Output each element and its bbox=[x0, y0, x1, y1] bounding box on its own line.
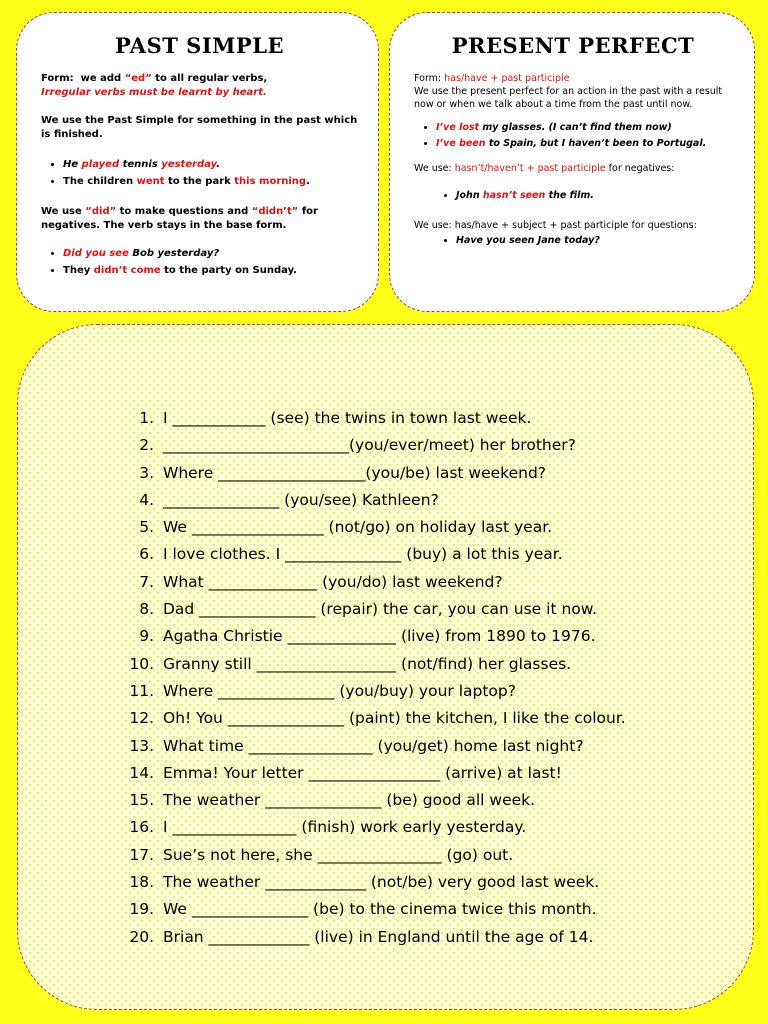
exercise-item bbox=[126, 569, 626, 596]
list-item: • John hasn’t seen the film. bbox=[456, 189, 732, 202]
exercise-sentence: Oh! You _______________ (paint) the kitchen, I like the colour. bbox=[163, 709, 626, 728]
exercise-number: 10. bbox=[129, 654, 154, 673]
exercise-item bbox=[126, 869, 626, 896]
list-item: • He played tennis yesterday. bbox=[63, 158, 358, 172]
past-simple-questions: We use “did” to make questions and “didn’t” for negatives. The verb stays in the base form. bbox=[41, 206, 318, 231]
list-item: • The children went to the park this morning. bbox=[63, 175, 358, 189]
exercise-item bbox=[126, 514, 626, 541]
exercise-sentence: I ____________ (see) the twins in town last week. bbox=[163, 409, 532, 427]
exercise-sentence: Agatha Christie ______________ (live) from 1890 to 1976. bbox=[163, 627, 596, 646]
exercise-sentence: Emma! Your letter _________________ (arrive) at last! bbox=[163, 763, 562, 782]
present-perfect-questions: We use: has/have + subject + past participle for questions: bbox=[414, 220, 697, 231]
exercise-item bbox=[126, 487, 626, 514]
irregular-note: Irregular verbs must be learnt by heart. bbox=[41, 87, 267, 98]
exercise-number: 19. bbox=[129, 900, 154, 919]
list-item: • I’ve been to Spain, but I haven’t been to Portugal. bbox=[436, 137, 732, 150]
exercise-number: 5. bbox=[139, 518, 154, 537]
exercise-number: 1. bbox=[139, 409, 154, 427]
present-perfect-use: We use the present perfect for an action in the past with a result now or when we talk about a time from the past until now. bbox=[414, 86, 723, 110]
exercise-sentence: The weather _____________ (not/be) very good last week. bbox=[163, 873, 600, 892]
present-perfect-title: PRESENT PERFECT bbox=[451, 33, 695, 58]
list-item: • I’ve lost my glasses. (I can’t find them now) bbox=[436, 121, 732, 134]
exercise-sentence: Brian _____________ (live) in England until the age of 14. bbox=[163, 927, 594, 946]
exercise-number: 17. bbox=[129, 845, 154, 864]
exercise-item bbox=[126, 651, 626, 678]
exercise-sentence: Dad _______________ (repair) the car, you can use it now. bbox=[163, 600, 597, 619]
exercise-item bbox=[126, 787, 626, 814]
present-perfect-negatives: We use: hasn’t/haven’t + past participle for negatives: bbox=[414, 163, 675, 174]
exercise-number: 9. bbox=[139, 627, 154, 646]
exercise-sentence: Where _______________ (you/buy) your laptop? bbox=[163, 681, 516, 700]
exercise-item bbox=[126, 678, 626, 705]
exercise-sentence: ________________________(you/ever/meet) her brother? bbox=[163, 436, 576, 455]
exercise-item bbox=[126, 733, 626, 760]
present-perfect-examples bbox=[414, 121, 732, 150]
exercise-item bbox=[126, 924, 626, 951]
past-simple-examples bbox=[41, 158, 358, 189]
exercise-sentence: I love clothes. I _______________ (buy) a lot this year. bbox=[163, 545, 563, 564]
exercise-number: 7. bbox=[139, 572, 154, 591]
exercise-item bbox=[126, 760, 626, 787]
exercise-item bbox=[126, 460, 626, 487]
exercise-number: 16. bbox=[129, 818, 154, 837]
exercise-sentence: I ________________ (finish) work early yesterday. bbox=[163, 818, 527, 837]
exercise-number: 2. bbox=[139, 436, 154, 455]
list-item: • They didn’t come to the party on Sunday. bbox=[63, 264, 358, 278]
exercise-number: 18. bbox=[129, 873, 154, 892]
past-simple-question-examples bbox=[41, 247, 358, 278]
present-perfect-form: Form: has/have + past participle bbox=[414, 73, 570, 84]
exercise-sentence: _______________ (you/see) Kathleen? bbox=[163, 490, 439, 509]
exercise-list bbox=[126, 405, 626, 951]
list-item: • Did you see Bob yesterday? bbox=[63, 247, 358, 261]
exercise-number: 3. bbox=[139, 463, 154, 482]
exercise-number: 8. bbox=[139, 600, 154, 619]
present-perfect-card bbox=[389, 12, 755, 312]
exercise-sentence: Granny still __________________ (not/find) her glasses. bbox=[163, 654, 572, 673]
exercise-item bbox=[126, 541, 626, 568]
exercise-item bbox=[126, 405, 626, 432]
exercise-item bbox=[126, 842, 626, 869]
exercise-item bbox=[126, 705, 626, 732]
exercise-sentence: We _________________ (not/go) on holiday last year. bbox=[163, 518, 553, 537]
exercise-item bbox=[126, 814, 626, 841]
exercise-sentence: What time ________________ (you/get) home last night? bbox=[163, 736, 584, 755]
exercise-item bbox=[126, 896, 626, 923]
exercise-item bbox=[126, 623, 626, 650]
exercise-number: 15. bbox=[129, 791, 154, 810]
exercise-number: 20. bbox=[129, 927, 154, 946]
exercise-sentence: We _______________ (be) to the cinema twice this month. bbox=[163, 900, 597, 919]
list-item: • Have you seen Jane today? bbox=[456, 234, 732, 247]
exercise-number: 4. bbox=[139, 490, 154, 509]
present-perfect-neg-examples bbox=[414, 189, 732, 202]
present-perfect-question-examples bbox=[414, 234, 732, 247]
exercise-sentence: Sue’s not here, she ________________ (go) out. bbox=[163, 845, 514, 864]
exercise-number: 11. bbox=[129, 681, 154, 700]
exercise-number: 6. bbox=[139, 545, 154, 564]
exercise-number: 12. bbox=[129, 709, 154, 728]
past-simple-form: Form: we add “ed” to all regular verbs, Irregular verbs must be learnt by heart. bbox=[41, 73, 268, 98]
exercise-number: 14. bbox=[129, 763, 154, 782]
exercise-panel bbox=[17, 324, 754, 1010]
exercise-item bbox=[126, 432, 626, 459]
exercise-number: 13. bbox=[129, 736, 154, 755]
exercise-item bbox=[126, 596, 626, 623]
past-simple-use: We use the Past Simple for something in the past which is finished. bbox=[41, 115, 358, 140]
exercise-sentence: What ______________ (you/do) last weekend? bbox=[163, 572, 503, 591]
past-simple-title: PAST SIMPLE bbox=[115, 33, 284, 58]
exercise-sentence: The weather _______________ (be) good all week. bbox=[163, 791, 536, 810]
past-simple-card bbox=[16, 12, 379, 312]
exercise-sentence: Where ___________________(you/be) last weekend? bbox=[163, 463, 547, 482]
